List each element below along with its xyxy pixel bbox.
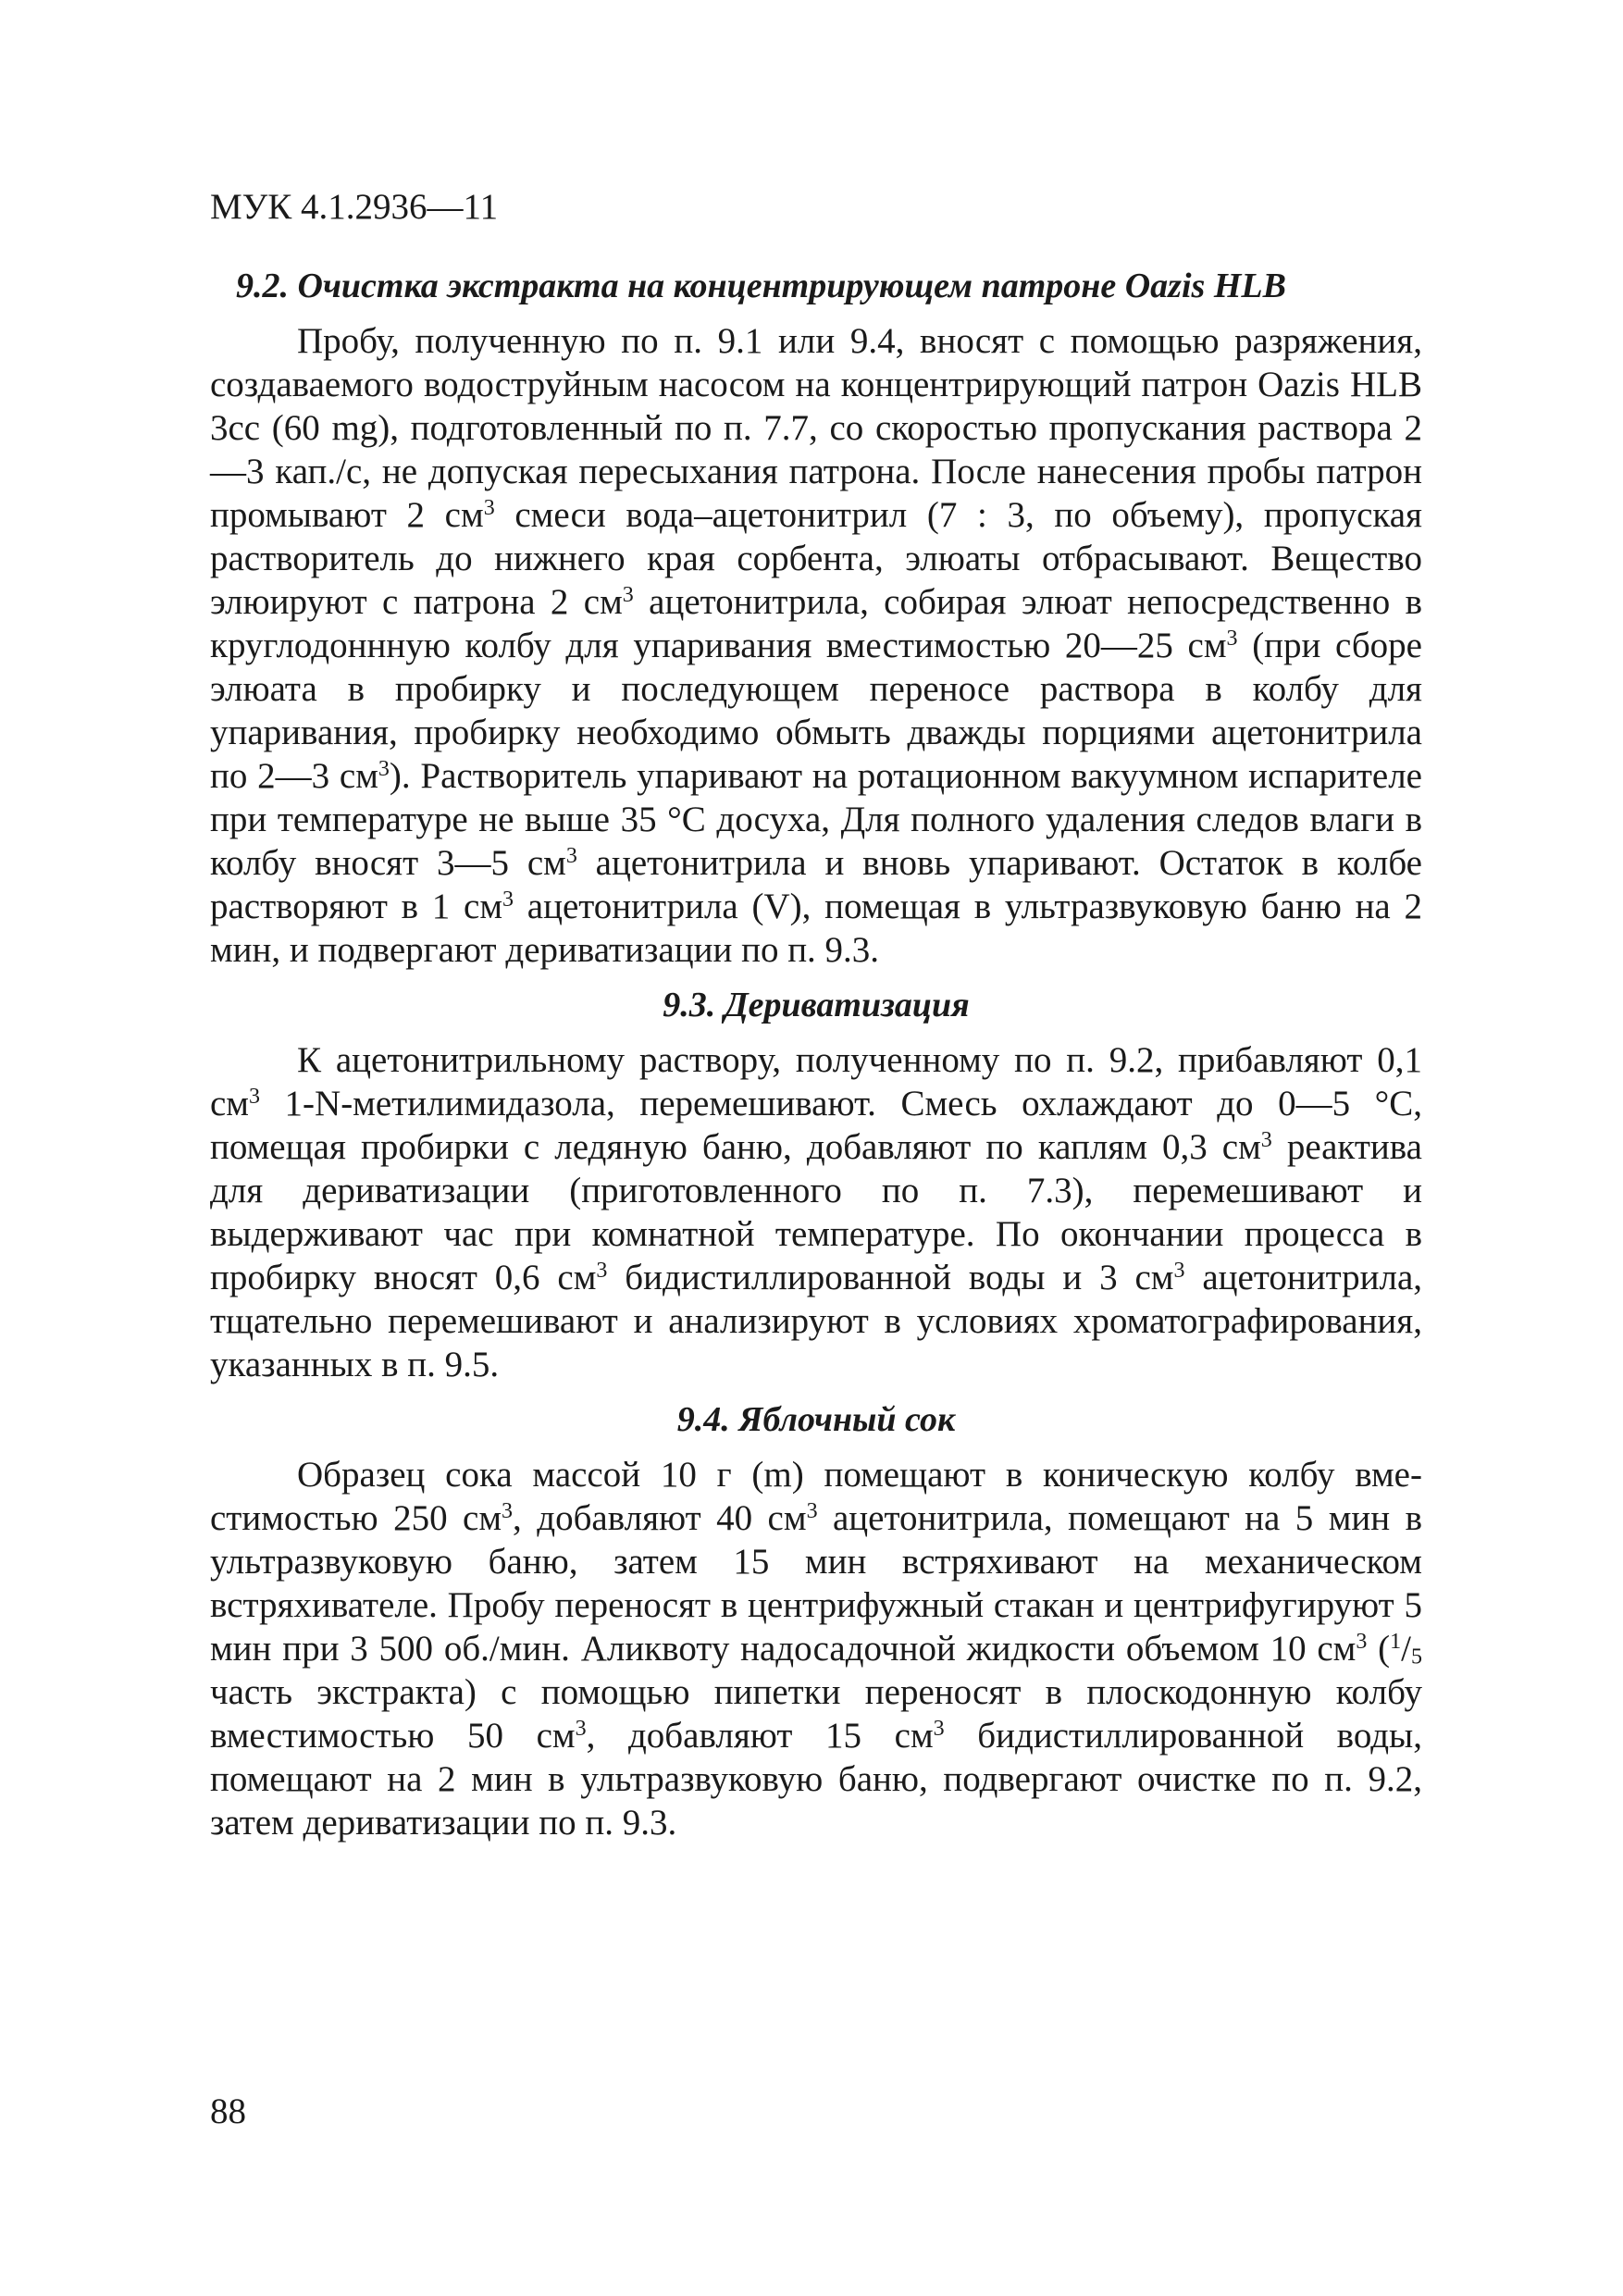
paragraph-text-run: ( xyxy=(1367,1629,1391,1669)
paragraph-text-run: реактива для дериватизации (приготовленного по п. 7.3), перемешивают и выдерживают час при комнатной температуре. По окончании процесса в пробирку вносят 0,6 см xyxy=(210,1127,1422,1297)
superscript-text: 1 xyxy=(1390,1629,1402,1654)
paragraph-text-run: ацетонитрила и вновь упаривают. Остаток в колбе растворяют в 1 см xyxy=(210,843,1422,926)
superscript-text: 3 xyxy=(596,1258,608,1283)
running-header: МУК 4.1.2936—11 xyxy=(210,187,499,227)
superscript-text: 3 xyxy=(1356,1629,1368,1654)
paragraph-text-run: , добавляют 40 см xyxy=(513,1498,807,1538)
paragraph-text-run: часть экстракта) с помощью пипетки переносят в плоскодонную колбу вместимостью 50 см xyxy=(210,1672,1422,1756)
section-title-9-3: 9.3. Дериватизация xyxy=(663,986,970,1024)
paragraph-text-run: (при сборе элюата в пробирку и последующем переносе раствора в колбу для упаривания, пробирку необходимо обмыть дважды порциями ацетонитрила по 2—3 см xyxy=(210,626,1422,796)
subscript-text: 5 xyxy=(1410,1644,1422,1669)
superscript-text: 3 xyxy=(933,1716,945,1741)
paragraph-text-run: ацетонитрила, тщательно перемешивают и анализируют в условиях хроматографирования, указанных в п. 9.5. xyxy=(210,1258,1422,1384)
superscript-text: 3 xyxy=(249,1084,260,1109)
page-content xyxy=(210,264,1422,1844)
superscript-text: 3 xyxy=(565,843,577,868)
page-number: 88 xyxy=(210,2091,246,2131)
superscript-text: 3 xyxy=(575,1716,587,1741)
paragraph-text-run: ). Растворитель упаривают на ротационном вакуумном испарителе при температуре не выше 35 °С досуха, Для полного удаления следов влаги в колбу вносят 3—5 см xyxy=(210,756,1422,883)
paragraph-text-run: Образец сока массой 10 г (m) помещают в коническую колбу вместимостью 250 см xyxy=(210,1455,1422,1538)
paragraph-text-run: ацетонитрила, помещают на 5 мин в ультразвуковую баню, затем 15 мин встряхивают на механическом встряхивателе. Пробу переносят в центрифужный стакан и центрифугируют 5 мин при 3 500 об./мин. Аликвоту надосадочной жидкости объемом 10 см xyxy=(210,1498,1423,1669)
paragraph-text-run: ацетонитрила (V), помещая в ультразвуковую баню на 2 мин, и подвергают дериватизации по п. 9.3. xyxy=(210,887,1422,970)
paragraph-text-run: / xyxy=(1401,1629,1411,1669)
superscript-text: 3 xyxy=(806,1498,818,1523)
paragraph-text-run: бидистиллированной воды и 3 см xyxy=(607,1258,1174,1297)
superscript-text: 3 xyxy=(502,887,514,912)
superscript-text: 3 xyxy=(502,1498,514,1523)
section-paragraph-9-2 xyxy=(210,319,1422,972)
section-title-9-4: 9.4. Яблочный сок xyxy=(676,1400,956,1439)
superscript-text: 3 xyxy=(1260,1127,1272,1152)
paragraph-text-run: Пробу, полученную по п. 9.1 или 9.4, вносят с помощью разряжения, создаваемого водоструйным насосом на концентрирующий патрон Oazis HLB 3cc (60 mg), подготовленный по п. 7.7, со скоростью пропускания раствора 2—3 кап./с, не допуская пересыхания патрона. После нанесения пробы патрон промывают 2 см xyxy=(210,321,1422,535)
paragraph-text-run: ацетонитрила, собирая элюат непосредственно в круглодоннную колбу для упаривания вместимостью 20—25 см xyxy=(210,582,1422,665)
section-paragraph-9-4 xyxy=(210,1453,1422,1844)
paragraph-text-run: бидистиллированной воды, помещают на 2 мин в ультразвуковую баню, подвергают очистке по п. 9.2, затем дериватизации по п. 9.3. xyxy=(210,1716,1423,1843)
superscript-text: 3 xyxy=(483,495,495,520)
paragraph-text-run: , добавляют 15 см xyxy=(586,1716,934,1756)
superscript-text: 3 xyxy=(1173,1258,1185,1283)
paragraph-text-run: смеси вода–ацетонитрил (7 : 3, по объему), пропуская растворитель до нижнего края сорбента, элюаты отбрасывают. Вещество элюируют с патрона 2 см xyxy=(210,495,1422,622)
superscript-text: 3 xyxy=(622,582,634,607)
section-title-9-2: 9.2. Очистка экстракта на концентрирующем патроне Oazis HLB xyxy=(236,267,1286,305)
paragraph-text-run: 1-N-метилимидазола, перемешивают. Смесь охлаждают до 0—5 °С, помещая пробирки с ледяную баню, добавляют по каплям 0,3 см xyxy=(210,1084,1422,1167)
paragraph-text-run: К ацетонитрильному раствору, полученному по п. 9.2, прибавляют 0,1 см xyxy=(210,1040,1422,1123)
superscript-text: 3 xyxy=(1226,626,1238,651)
section-paragraph-9-3 xyxy=(210,1038,1422,1386)
superscript-text: 3 xyxy=(378,756,390,781)
